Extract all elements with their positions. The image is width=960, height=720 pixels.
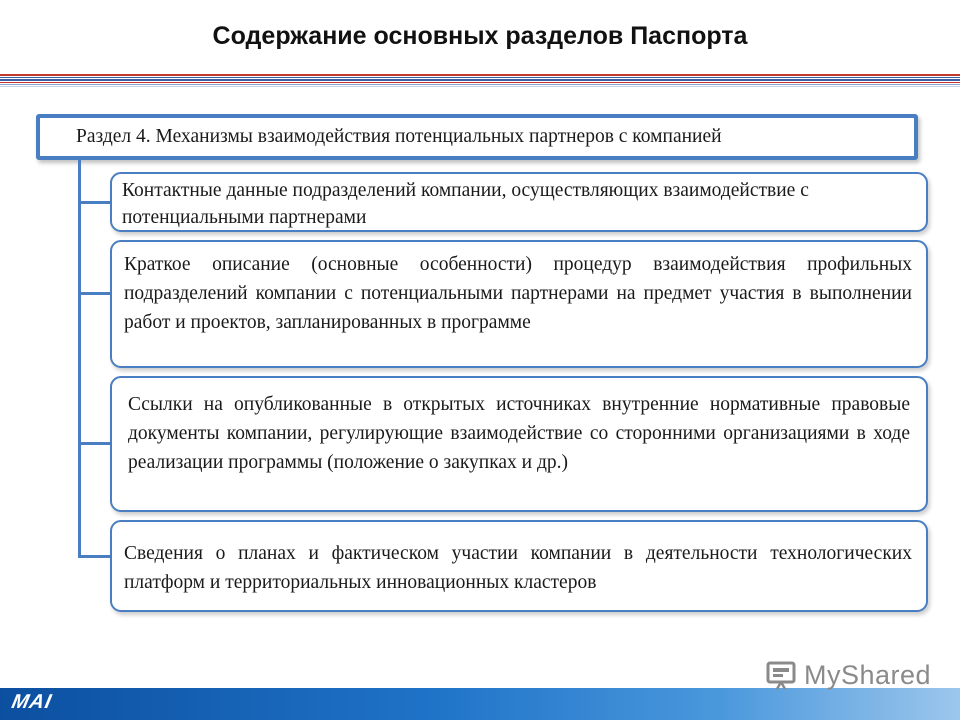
section-header-box (36, 114, 918, 160)
watermark-text: MyShared (804, 659, 932, 690)
slide-title: Содержание основных разделов Паспорта (212, 22, 748, 50)
presentation-icon (766, 660, 800, 690)
tree-connector-trunk (78, 160, 81, 557)
section-item-documents (110, 376, 928, 512)
item-text: Краткое описание (основные особенности) процедур взаимодействия профильных подразделений компании с потенциальными партнерами на предмет участия в выполнении работ и проектов, запланированных в программе (124, 254, 912, 333)
item-text: Сведения о планах и фактическом участии компании в деятельности технологических платформ и территориальных инновационных кластеров (124, 543, 912, 593)
decorative-stripes (0, 74, 960, 90)
tree-connector-branch (78, 555, 111, 558)
section-item-contacts (110, 172, 928, 232)
tree-connector-branch (78, 442, 111, 445)
tree-connector-branch (78, 201, 111, 204)
myshared-watermark (766, 655, 931, 695)
section-item-platforms (110, 520, 928, 612)
mai-logo: MAI (9, 691, 55, 713)
section-item-procedures (110, 240, 928, 368)
section-heading: Раздел 4. Механизмы взаимодействия потенциальных партнеров с компанией (76, 126, 722, 147)
tree-connector-branch (78, 292, 111, 295)
item-text: Контактные данные подразделений компании, осуществляющих взаимодействие с потенциальными партнерами (122, 180, 809, 228)
item-text: Ссылки на опубликованные в открытых источниках внутренние нормативные правовые документы компании, регулирующие взаимодействие со сторонними организациями в ходе реализации программы (положение о закупках и др.) (128, 394, 910, 473)
